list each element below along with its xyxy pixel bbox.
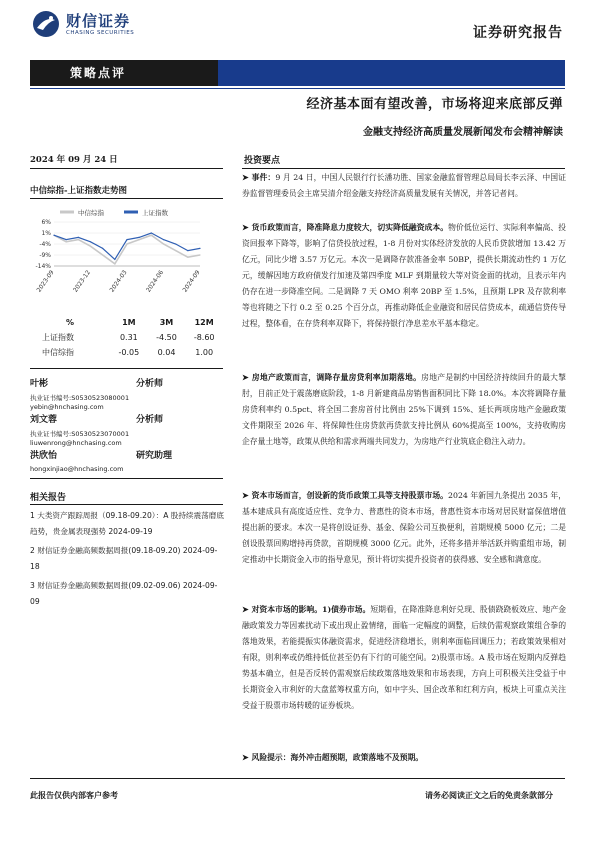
point-property	[242, 370, 566, 450]
analyst-card	[30, 376, 223, 411]
footer-disclaimer: 此报告仅供内部客户参考	[30, 790, 118, 800]
analyst-name: 叶彬	[30, 379, 49, 389]
performance-table	[30, 315, 223, 360]
point-capital-market	[242, 488, 566, 568]
y-tick-label: -4%	[39, 241, 51, 248]
analyst-name: 刘文蓉	[30, 415, 58, 425]
analyst-role: 研究助理	[136, 451, 173, 461]
data-point	[126, 243, 127, 244]
analyst-cert: 执业证书编号:S0530523080001	[30, 394, 130, 402]
table-header-row	[30, 315, 223, 330]
data-point	[114, 263, 115, 264]
point-lead: 事件：	[251, 173, 276, 182]
point-lead: 对资本市场的影响。1)债券市场。	[251, 605, 371, 614]
data-point	[163, 239, 164, 240]
bullet-icon: ➤	[242, 491, 249, 500]
data-point	[187, 250, 188, 251]
chart-title: 中信综指-上证指数走势图	[30, 186, 128, 196]
bullet-icon: ➤	[242, 223, 249, 232]
table-row	[30, 345, 223, 360]
point-market-impact	[242, 602, 566, 714]
point-text: 物价低位运行、实际利率偏高、投资回报率下降等，影响了信贷投放过程，1-8 月份对实体经济发放的人民币贷款增加 13.42 万亿元，同比少增 3.57 万亿元。本次一是调降存款准备金率 50BP，提供长期流动性约 1 万亿元，缓解因地方政府债发行加速及第四季度 MLF 到期量较大等对资金面的扰动，且表示年内仍存在进一步降准空间。二是调降 7 天 OMO 利率 20BP 至 1.5%，且预期 LPR 及存款利率等也将随之下行 0.2 至 0.25 个百分点，再推动降低企业融资和居民信贷成本，疏通信贷传导过程，整体看，在存贷利率双降下，将保持银行净息差水平基本稳定。	[242, 223, 567, 328]
point-lead: 资本市场而言，创设新的货币政策工具等支持股票市场。	[251, 491, 449, 500]
table-header-cell: %	[66, 318, 75, 327]
x-tick-label: 2024-06	[145, 269, 166, 294]
x-tick-label: 2023-09	[35, 269, 56, 294]
data-point	[199, 254, 200, 255]
y-tick-label: -14%	[35, 263, 51, 270]
report-type-label: 证券研究报告	[473, 25, 563, 41]
data-point	[53, 235, 54, 236]
divider	[30, 478, 223, 479]
data-point	[102, 254, 103, 255]
logo-subtext: CHASING SECURITIES	[66, 30, 135, 36]
point-monetary	[242, 220, 566, 332]
related-reports-title: 相关报告	[30, 493, 67, 503]
data-point	[163, 243, 164, 244]
analyst-role: 分析师	[136, 415, 164, 425]
point-lead: 货币政策而言，降准降息力度较大，切实降低融资成本。	[251, 223, 449, 232]
divider	[30, 88, 565, 89]
table-row	[30, 330, 223, 345]
data-point	[139, 237, 140, 238]
data-point	[114, 259, 115, 260]
report-subtitle: 金融支持经济高质量发展新闻发布会精神解读	[363, 127, 563, 138]
footer-notice: 请务必阅读正文之后的免责条款部分	[425, 790, 553, 800]
section-title: 投资要点	[244, 156, 281, 166]
analyst-email[interactable]: liuwenrong@hnchasing.com	[30, 439, 122, 447]
table-header-cell: 1M	[122, 318, 136, 327]
x-tick-label: 2023-12	[72, 269, 93, 294]
data-point	[199, 248, 200, 249]
data-point	[78, 237, 79, 238]
data-point	[78, 239, 79, 240]
x-tick-label: 2024-03	[108, 269, 129, 294]
point-event	[242, 170, 566, 202]
data-point	[175, 250, 176, 251]
legend-label: 上证指数	[142, 209, 168, 217]
series-line	[54, 233, 200, 259]
row-label: 上证指数	[42, 333, 74, 342]
table-header-cell: 3M	[159, 318, 174, 327]
point-text: 2024 年新国九条提出 2035 年，基本建成具有高度适应性、竞争力、普惠性的资本市场，普惠性资本市场对居民财富保值增值提出新的要求。本次一是将创设证券、基金、保险公司互换便利，首期规模 5000 亿元；二是创设股票回购增持再贷款，首期规模 3000 亿元。此外，还将多措并举活跃并购重组市场，制定推动中长期资金入市的指导意见，预计将切实提升投资者的获得感、安全感和满意度。	[242, 491, 567, 564]
point-lead: 风险提示：海外冲击超预期，政策落地不及预期。	[251, 753, 424, 762]
category-label: 策略点评	[70, 66, 127, 80]
bullet-icon: ➤	[242, 753, 249, 762]
table-cell: 1.00	[195, 348, 214, 357]
analyst-card	[30, 412, 223, 447]
logo-mark-icon	[32, 10, 60, 38]
table-cell: 0.04	[157, 348, 176, 357]
divider	[30, 168, 223, 169]
index-trend-chart	[28, 204, 208, 309]
footer-divider	[30, 778, 565, 779]
bullet-icon: ➤	[242, 373, 249, 382]
point-lead: 房地产政策而言，调降存量房贷利率加期落地。	[251, 373, 422, 382]
y-tick-label: -9%	[39, 252, 51, 259]
data-point	[90, 246, 91, 247]
data-point	[151, 232, 152, 233]
related-report-link[interactable]: 3 财信证券金融高频数据周报(09.02-09.06) 2024-09-09	[30, 581, 218, 606]
related-report-link[interactable]: 1 大类资产跟踪周报（09.18-09.20）：A 股持续震荡磨底趋势，贵金属表现强势 2024-09-19	[30, 511, 224, 536]
point-text: 9 月 24 日，中国人民银行行长潘功胜、国家金融监督管理总局局长李云泽、中国证券监督管理委员会主席吴清介绍金融支持经济高质量发展有关情况，并答记者问。	[242, 173, 566, 198]
analyst-cert: 执业证书编号:S0530523070001	[30, 430, 130, 438]
data-point	[175, 243, 176, 244]
analyst-email[interactable]: yebin@hnchasing.com	[30, 403, 104, 411]
logo-text: 财信证券	[66, 12, 131, 30]
data-point	[66, 239, 67, 240]
divider	[242, 168, 565, 169]
analyst-role: 分析师	[136, 379, 164, 389]
data-point	[90, 241, 91, 242]
table-cell: -8.60	[193, 333, 215, 342]
data-point	[151, 235, 152, 236]
analyst-name: 洪欣怡	[30, 451, 58, 461]
table-cell: 0.31	[119, 333, 138, 342]
table-cell: -0.05	[118, 348, 140, 357]
divider	[30, 368, 223, 369]
y-tick-label: 1%	[41, 230, 51, 237]
report-date: 2024 年 09 月 24 日	[30, 155, 118, 165]
company-logo	[32, 8, 152, 42]
bullet-icon: ➤	[242, 605, 249, 614]
table-header-cell: 12M	[194, 318, 214, 327]
related-report-link[interactable]: 2 财信证券金融高频数据周报(09.18-09.20) 2024-09-18	[30, 546, 218, 571]
row-label: 中信综指	[42, 348, 74, 357]
analyst-card	[30, 448, 223, 473]
data-point	[187, 257, 188, 258]
point-text: 房地产是制约中国经济持续回升的最大掣肘，目前正处于震荡磨底阶段，1-8 月新建商品房销售面积同比下降 18.0%。本次将调降存量房贷利率约 0.5pct、将全国二套房首付比例由 25%下调到 15%、延长两项房地产金融政策文件期限至 2026 年、将保障性住房贷款再贷款支持比例从 60%提高至 100%，支持收购房企存量土地等，政策从供给和需求两端共同发力，为房地产行业筑底企稳注入动力。	[242, 373, 567, 446]
bullet-icon: ➤	[242, 173, 249, 182]
data-point	[66, 241, 67, 242]
table-cell: -4.50	[156, 333, 177, 342]
data-point	[126, 239, 127, 240]
legend-label: 中信综指	[78, 209, 104, 217]
data-point	[139, 239, 140, 240]
data-point	[102, 248, 103, 249]
divider	[30, 504, 223, 505]
y-tick-label: 6%	[41, 219, 51, 226]
report-title: 经济基本面有望改善，市场将迎来底部反弹	[306, 97, 563, 112]
related-reports-list	[30, 508, 225, 613]
point-text: 短期看，在降准降息利好兑现、股债跷跷板效应、地产金融政策发力等因素扰动下或出现止盈情绪，面临一定幅度的调整，后续仍需观察政策组合拳的落地效果，若能提振实体融资需求，促进经济稳增长，则利率面临回调压力；若政策效果相对有限，则利率或仍维持低位甚至仍有下行的可能空间。2)股票市场。A 股市场在短期内反弹趋势基本确立，但是否反转仍需观察后续政策落地效果和市场表现，方向上可积极关注受益于中长期资金入市利好的大盘蓝筹权重方向，如中字头、国企改革和红利方向，板块上可重点关注受益于股票市场转暖的证券板块。	[242, 605, 566, 710]
x-tick-label: 2024-09	[181, 269, 202, 294]
point-risk	[242, 750, 566, 766]
divider	[30, 198, 223, 199]
analyst-email[interactable]: hongxinjiao@hnchasing.com	[30, 465, 124, 473]
